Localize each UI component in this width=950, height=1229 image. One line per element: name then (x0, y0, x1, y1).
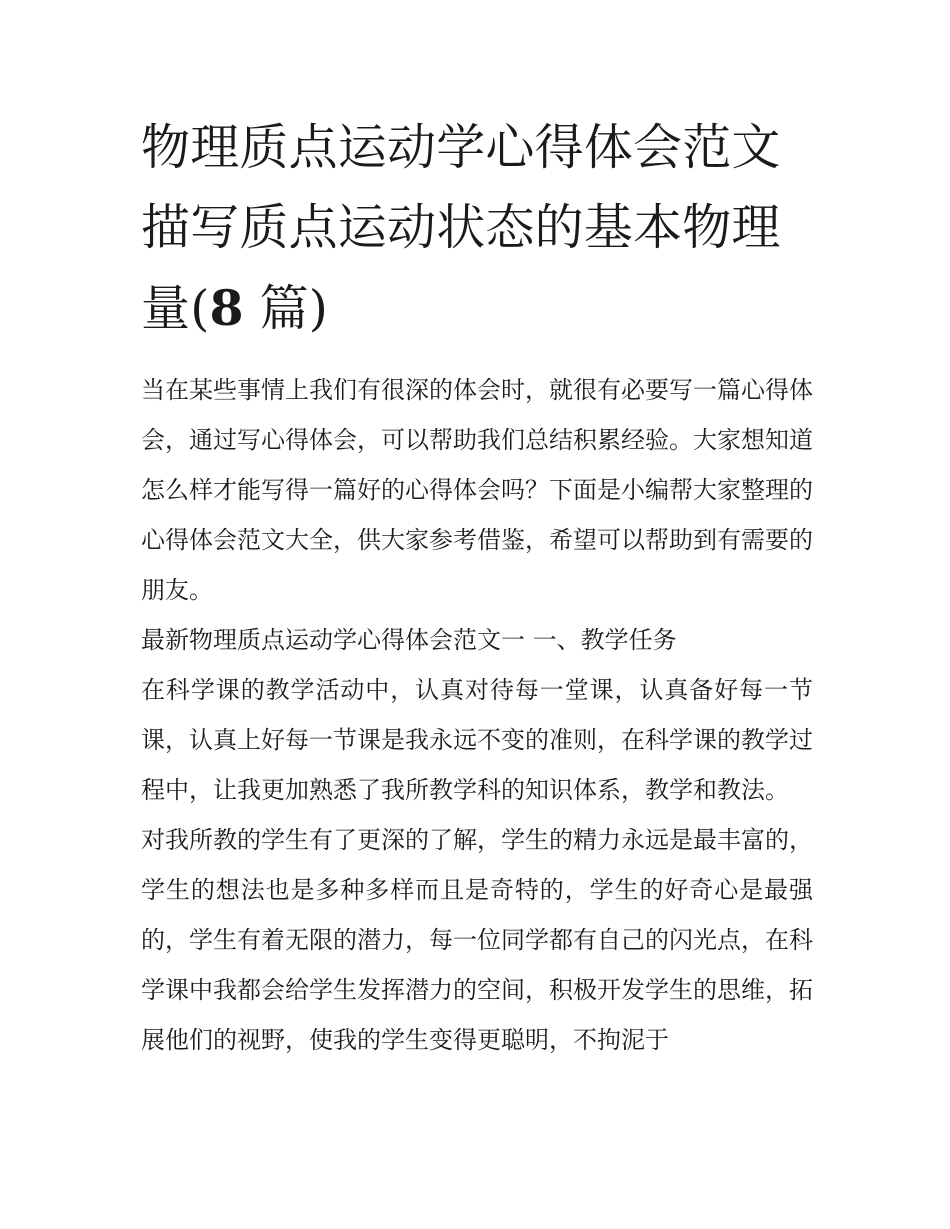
title-text: 物理质点运动学心得体会范文描写质点运动状态的基本物理量( (141, 119, 781, 337)
title-suffix: 篇) (243, 280, 329, 337)
intro-paragraph: 当在某些事情上我们有很深的体会时，就很有必要写一篇心得体会，通过写心得体会，可以帮助我们总结积累经验。大家想知道怎么样才能写得一篇好的心得体会吗？下面是小编帮大家整理的心得体会范文大全，供大家参考借鉴，希望可以帮助到有需要的朋友。 (141, 376, 813, 604)
section-heading: 最新物理质点运动学心得体会范文一 一、教学任务 (141, 626, 677, 654)
document-content (141, 108, 813, 1065)
document-title (141, 108, 813, 349)
body-paragraph-1: 在科学课的教学活动中，认真对待每一堂课，认真备好每一节课，认真上好每一节课是我永远不变的准则，在科学课的教学过程中，让我更加熟悉了我所教学科的知识体系，教学和教法。 (141, 676, 813, 804)
body-paragraph-2: 对我所教的学生有了更深的了解，学生的精力永远是最丰富的，学生的想法也是多种多样而且是奇特的，学生的好奇心是最强的，学生有着无限的潜力，每一位同学都有自己的闪光点，在科学课中我都会给学生发挥潜力的空间，积极开发学生的思维，拓展他们的视野，使我的学生变得更聪明，不拘泥于 (141, 826, 813, 1054)
title-count: 8 (209, 279, 244, 337)
